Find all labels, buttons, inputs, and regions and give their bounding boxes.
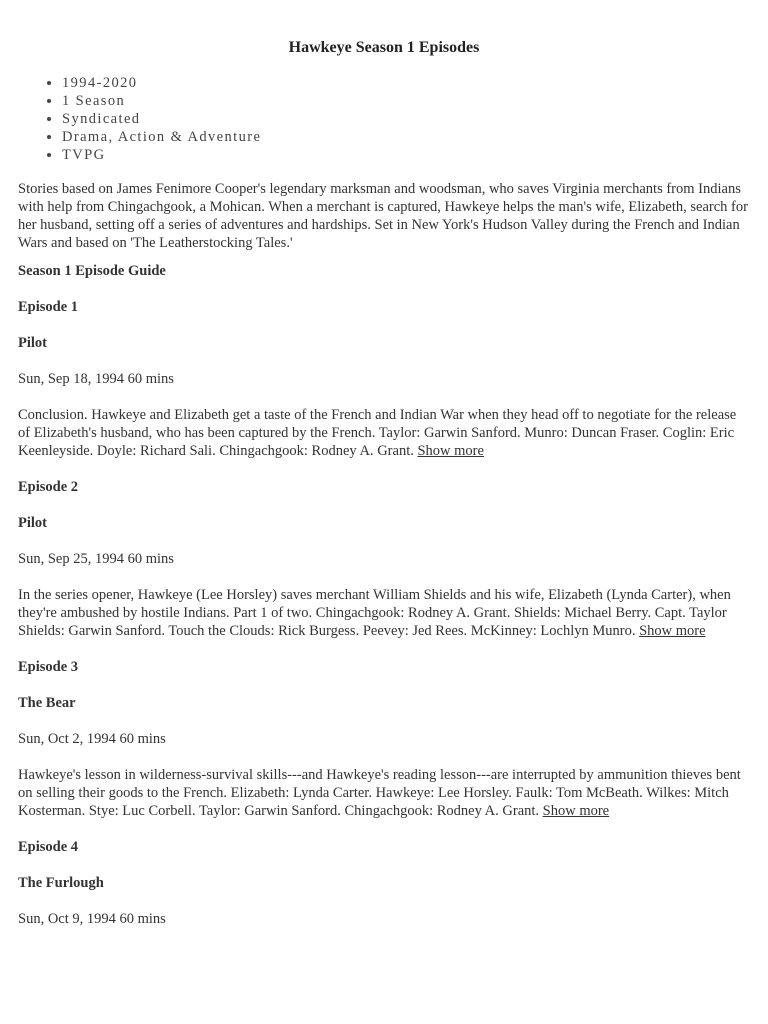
episode-summary: In the series opener, Hawkeye (Lee Horsley) saves merchant William Shields and his wife, Elizabeth (Lynda Carter), when they're ambushed by hostile Indians. Part 1 of two. Chingachgook: Rodney A. Grant. Shields: Michael Berry. Capt. Taylor Shields: Garwin Sanford. Touch the Clouds: Rick Burgess. Peevey: Jed Rees. McKinney: Lochlyn Munro. xyxy=(18,587,731,639)
episode-title: Pilot xyxy=(18,515,47,531)
show-more-link[interactable]: Show more xyxy=(639,623,706,639)
show-description: Stories based on James Fenimore Cooper's legendary marksman and woodsman, who saves Virginia merchants from Indians with help from Chingachgook, a Mohican. When a merchant is captured, Hawkeye helps the man's wife, Elizabeth, search for her husband, setting off a series of adventures and hardships. Set in New York's Hudson Valley during the French and Indian Wars and based on 'The Leatherstocking Tales.' xyxy=(18,181,748,251)
episode-item xyxy=(18,838,750,928)
episode-number: Episode 4 xyxy=(18,839,79,855)
episode-item xyxy=(18,298,750,460)
episode-title: The Bear xyxy=(18,695,76,711)
meta-years: • 1994-2020 xyxy=(62,74,750,92)
episode-item xyxy=(18,658,750,820)
episode-item xyxy=(18,478,750,640)
show-meta-list xyxy=(18,74,750,164)
episode-number: Episode 1 xyxy=(18,299,79,315)
page-title: Hawkeye Season 1 Episodes xyxy=(288,39,480,56)
meta-network: • Syndicated xyxy=(62,110,750,128)
meta-genres: • Drama, Action & Adventure xyxy=(62,128,750,146)
episode-title: Pilot xyxy=(18,335,47,351)
episode-airing: Sun, Sep 25, 1994 60 mins xyxy=(18,551,174,567)
show-more-link[interactable]: Show more xyxy=(542,803,610,819)
episode-summary-block xyxy=(18,586,750,640)
show-more-link[interactable]: Show more xyxy=(417,443,484,459)
episode-summary: Conclusion. Hawkeye and Elizabeth get a taste of the French and Indian War when they head off to negotiate for the release of Elizabeth's husband, who has been captured by the French. Taylor: Garwin Sanford. Munro: Duncan Fraser. Coglin: Eric Keenleyside. Doyle: Richard Sali. Chingachgook: Rodney A. Grant. xyxy=(18,407,737,459)
episode-title: The Furlough xyxy=(18,875,104,891)
episode-summary-block xyxy=(18,766,750,820)
episode-summary-block xyxy=(18,406,750,460)
episode-airing: Sun, Sep 18, 1994 60 mins xyxy=(18,371,174,387)
episode-guide-heading: Season 1 Episode Guide xyxy=(18,263,166,279)
meta-rating: • TVPG xyxy=(62,146,750,164)
episode-number: Episode 2 xyxy=(18,479,79,495)
episode-airing: Sun, Oct 2, 1994 60 mins xyxy=(18,731,166,747)
episode-number: Episode 3 xyxy=(18,659,79,675)
meta-seasons: • 1 Season xyxy=(62,92,750,110)
episode-summary: Hawkeye's lesson in wilderness-survival skills---and Hawkeye's reading lesson---are interrupted by ammunition thieves bent on selling their goods to the French. Elizabeth: Lynda Carter. Hawkeye: Lee Horsley. Faulk: Tom McBeath. Wilkes: Mitch Kosterman. Stye: Luc Corbell. Taylor: Garwin Sanford. Chingachgook: Rodney A. Grant. xyxy=(18,767,741,819)
episode-airing: Sun, Oct 9, 1994 60 mins xyxy=(18,911,166,927)
